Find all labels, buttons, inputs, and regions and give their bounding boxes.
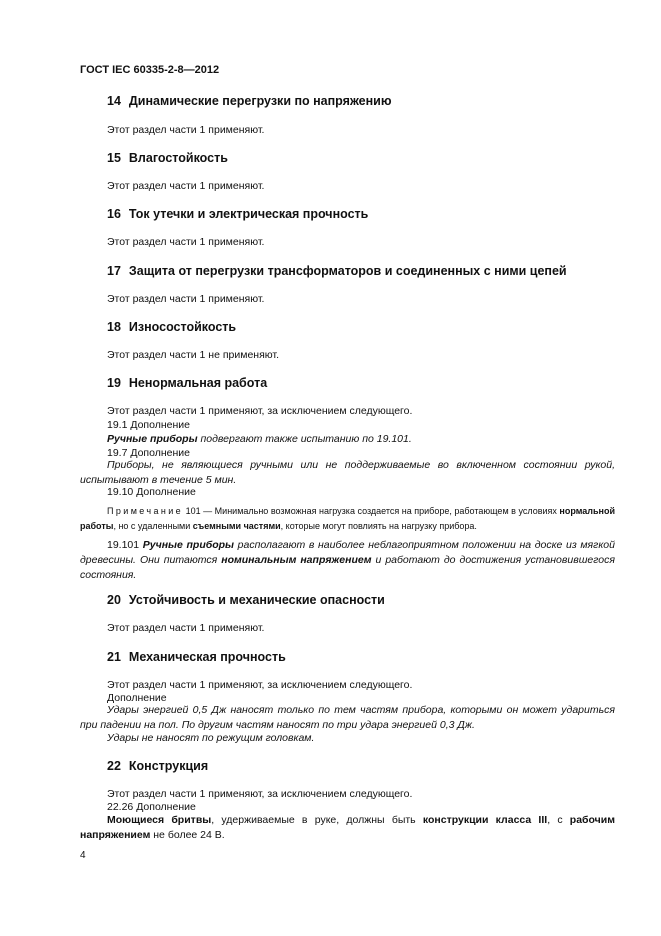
section-21-addition: Дополнение [107,692,167,704]
section-19-heading: 19 Ненормальная работа [107,376,268,390]
clause-19-7: 19.7 Дополнение [107,447,190,459]
section-17-heading: 17 Защита от перегрузки трансформаторов и соединенных с ними цепей [107,264,567,278]
section-21-text-1: Удары энергией 0,5 Дж наносят только по тем частям прибора, которыми он может удариться при падении на пол. По другим частям наносят по три удара энергией 0,3 Дж. [80,704,615,731]
section-16-heading: 16 Ток утечки и электрическая прочность [107,207,369,221]
section-18-text: Этот раздел части 1 не применяют. [107,349,279,361]
clause-19-10: 19.10 Дополнение [107,486,196,498]
section-14-text: Этот раздел части 1 применяют. [107,124,265,136]
section-16-text: Этот раздел части 1 применяют. [107,236,265,248]
section-20-text: Этот раздел части 1 применяют. [107,622,265,634]
section-15-text: Этот раздел части 1 применяют. [107,180,265,192]
clause-19-7-text: Приборы, не являющиеся ручными или не поддерживаемые во включенном состоянии рукой, испытывают в течение 5 мин. [80,459,615,486]
clause-22-26-text: Моющиеся бритвы, удерживаемые в руке, должны быть конструкции класса III, с рабочим напряжением не более 24 В. [80,814,615,841]
clause-19-1: 19.1 Дополнение [107,419,190,431]
clause-19-101: 19.101 Ручные приборы располагают в наиболее неблагоприятном положении на доске из мягкой древесины. Они питаются номинальным напряжением и работают до достижения установившегося состояния. [80,539,616,581]
section-22-intro: Этот раздел части 1 применяют, за исключением следующего. [107,788,413,800]
document-header: ГОСТ IEC 60335-2-8—2012 [80,64,220,76]
section-19-intro: Этот раздел части 1 применяют, за исключением следующего. [107,405,413,417]
section-18-heading: 18 Износостойкость [107,320,237,334]
section-21-heading: 21 Механическая прочность [107,650,286,664]
page-number: 4 [80,850,86,861]
section-20-heading: 20 Устойчивость и механические опасности [107,593,385,607]
section-21-intro: Этот раздел части 1 применяют, за исключением следующего. [107,679,413,691]
clause-19-1-text: Ручные приборы подвергают также испытанию по 19.101. [107,433,412,445]
note-101: Примечание 101 — Минимально возможная нагрузка создается на приборе, работающем в условиях нормальной работы, но с удаленными съемными частями, которые могут повлиять на нагрузку прибора. [80,506,615,531]
section-14-heading: 14 Динамические перегрузки по напряжению [107,94,392,108]
clause-22-26: 22.26 Дополнение [107,801,196,813]
section-21-text-2: Удары не наносят по режущим головкам. [107,732,315,744]
section-17-text: Этот раздел части 1 применяют. [107,293,265,305]
section-22-heading: 22 Конструкция [107,759,209,773]
section-15-heading: 15 Влагостойкость [107,151,228,165]
